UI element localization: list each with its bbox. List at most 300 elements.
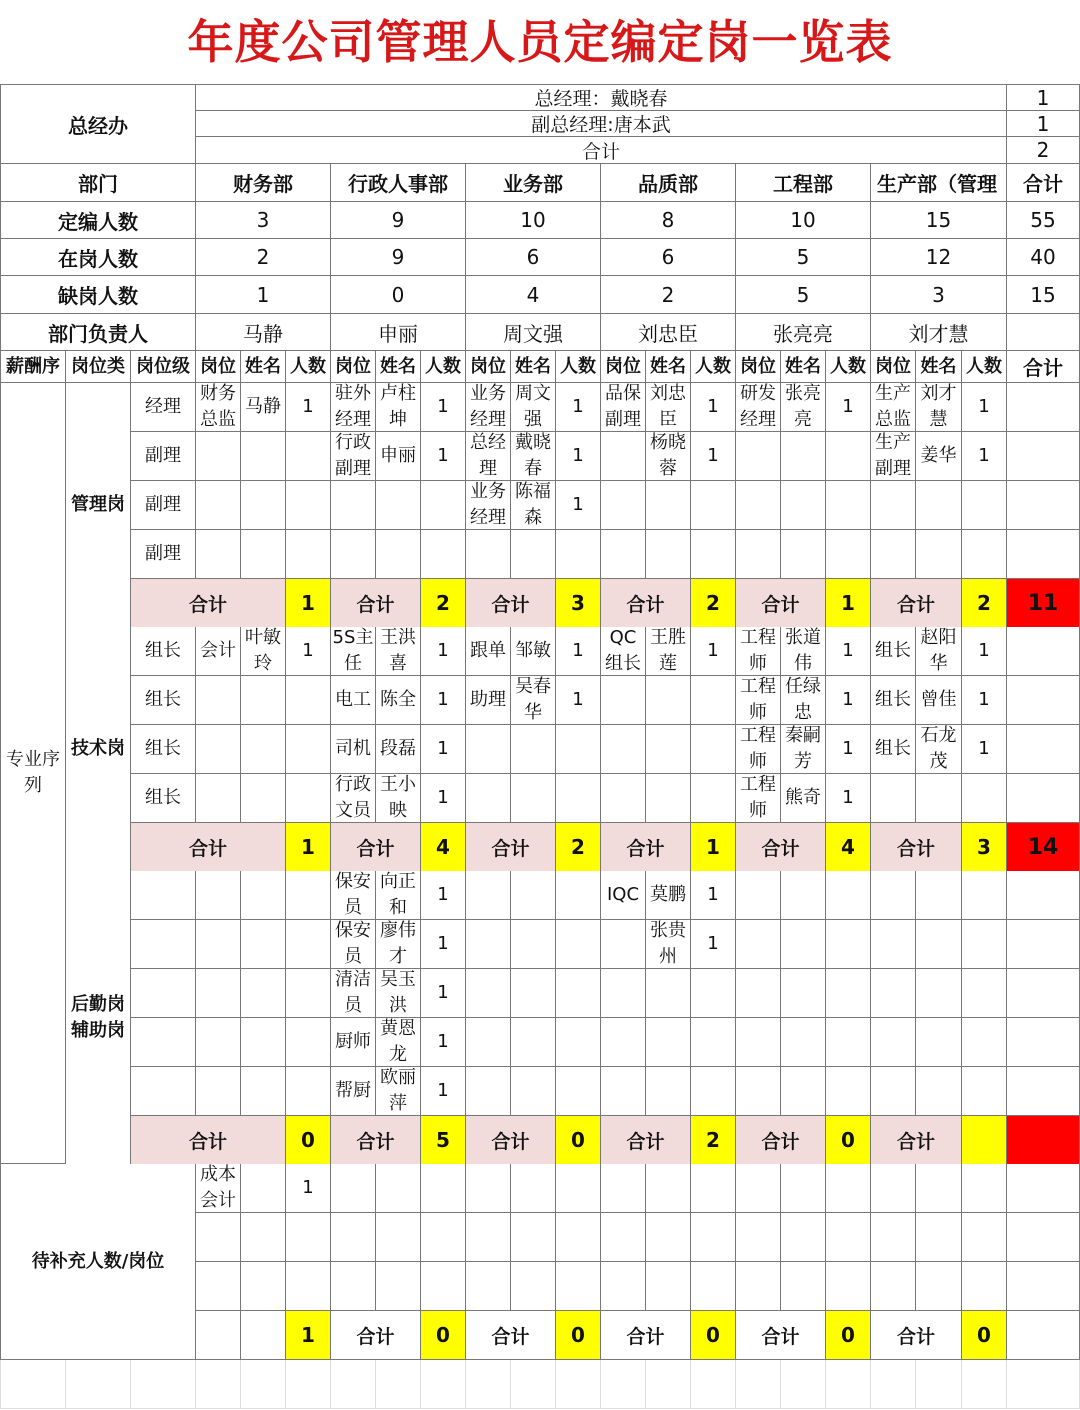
subtotal-value-text: 1 (841, 591, 855, 615)
quota-value (466, 202, 601, 239)
staff-position (736, 871, 781, 920)
onduty-value-text: 6 (661, 245, 675, 269)
dept-name (196, 164, 331, 202)
quota-value-text: 3 (256, 208, 270, 232)
staff-name-text: 张贵州 (650, 920, 686, 967)
staff-position-text: 驻外经理 (335, 383, 371, 430)
staff-count (421, 725, 466, 774)
staff-count-text: 1 (978, 738, 990, 759)
staff-count-text: 1 (437, 787, 449, 808)
staff-count (421, 481, 466, 530)
pending-subtotal-label-text: 合计 (896, 1325, 935, 1348)
section-grand-total (1007, 1116, 1080, 1165)
header-count-text: 人数 (966, 355, 1002, 377)
header-position (466, 351, 511, 383)
staff-position-text: 业务经理 (470, 481, 506, 528)
pending-position (331, 1213, 376, 1262)
staff-position (601, 481, 646, 530)
pending-count (962, 1213, 1007, 1262)
staff-count (421, 1067, 466, 1116)
staff-position (736, 627, 781, 676)
subtotal-value-text: 0 (841, 1128, 855, 1152)
staff-name (916, 383, 962, 432)
position-level-text: 经理 (145, 396, 181, 417)
subtotal-value-text: 3 (977, 835, 991, 859)
staff-name (646, 432, 691, 481)
header-count-text: 人数 (695, 355, 731, 377)
staff-count (826, 627, 871, 676)
staff-count-text: 1 (707, 396, 719, 417)
staff-name (376, 481, 421, 530)
staff-position (736, 432, 781, 481)
staff-position (466, 725, 511, 774)
empty-cell (511, 1360, 556, 1409)
staff-name (781, 627, 826, 676)
staff-count (556, 774, 601, 823)
staff-position (736, 725, 781, 774)
staff-name-text: 曾佳 (920, 689, 957, 710)
staff-name (376, 432, 421, 481)
pending-subtotal-label-text: 合计 (761, 1325, 800, 1348)
staff-name (241, 774, 286, 823)
staff-count (286, 774, 331, 823)
header-name-text: 姓名 (515, 355, 551, 377)
staff-position (871, 774, 916, 823)
onduty-label (0, 239, 196, 276)
staff-name (781, 1067, 826, 1116)
subtotal-label-text: 合计 (896, 1130, 935, 1153)
row-total-empty (1007, 1018, 1080, 1067)
pending-position (331, 1262, 376, 1311)
staff-position (736, 1067, 781, 1116)
empty-cell (196, 1360, 241, 1409)
position-level (131, 432, 196, 481)
empty-cell (0, 1360, 66, 1409)
header-name (511, 351, 556, 383)
position-type-label (66, 627, 131, 872)
staff-count (556, 481, 601, 530)
pending-subtotal-label (466, 1311, 556, 1360)
pending-position (736, 1164, 781, 1213)
subtotal-value (691, 823, 736, 872)
staff-count-text: 1 (978, 396, 990, 417)
gm-office-count-text: 1 (1036, 111, 1050, 136)
empty-cell (376, 1360, 421, 1409)
header-count (556, 351, 601, 383)
staff-count (286, 725, 331, 774)
subtotal-value-text: 2 (977, 591, 991, 615)
staff-name-text: 张道伟 (785, 627, 821, 674)
staff-position (196, 676, 241, 725)
empty-cell (871, 1360, 916, 1409)
dept-name-text: 生产部（管理 (877, 172, 997, 196)
header-name-text: 姓名 (380, 355, 416, 377)
pending-subtotal-value (556, 1311, 601, 1360)
subtotal-value (691, 579, 736, 628)
row-total-empty (1007, 481, 1080, 530)
position-type-label-text: 技术岗 (71, 738, 125, 759)
staff-name (241, 383, 286, 432)
staff-position (466, 432, 511, 481)
staff-count (556, 1018, 601, 1067)
staff-name (511, 725, 556, 774)
pending-count (421, 1262, 466, 1311)
pending-name (646, 1213, 691, 1262)
pending-subtotal-label-text: 合计 (491, 1325, 530, 1348)
subtotal-label (736, 1116, 826, 1165)
staff-name (646, 676, 691, 725)
staff-name (646, 1018, 691, 1067)
staff-count-text: 1 (437, 738, 449, 759)
header-count (962, 351, 1007, 383)
staff-count (286, 383, 331, 432)
staff-count-text: 1 (842, 738, 854, 759)
quota-value-text: 15 (925, 208, 952, 232)
empty-cell (601, 1360, 646, 1409)
header-name-text: 姓名 (785, 355, 821, 377)
pending-subtotal-value-text: 0 (436, 1323, 450, 1347)
staff-position (331, 774, 376, 823)
staff-name (241, 1067, 286, 1116)
staff-count (962, 920, 1007, 969)
empty-cell (241, 1360, 286, 1409)
onduty-total (1007, 239, 1080, 276)
gm-office-count-text: 1 (1036, 85, 1050, 110)
position-type-label (66, 871, 131, 1165)
staff-name (781, 1018, 826, 1067)
position-level (131, 676, 196, 725)
section-grand-total (1007, 823, 1080, 872)
staff-name (511, 627, 556, 676)
staff-name (241, 1018, 286, 1067)
staff-position (331, 920, 376, 969)
empty-cell (556, 1360, 601, 1409)
staff-name (781, 530, 826, 579)
staff-name-text: 卢柱坤 (380, 383, 416, 430)
staff-name-text: 吴玉洪 (380, 969, 416, 1016)
staff-name-text: 杨晓蓉 (650, 432, 686, 479)
pending-subtotal-value (691, 1311, 736, 1360)
staff-count (962, 1067, 1007, 1116)
pending-name (511, 1213, 556, 1262)
staff-count-text: 1 (978, 689, 990, 710)
staff-name (511, 1067, 556, 1116)
onduty-label-text: 在岗人数 (58, 246, 138, 271)
pending-label-text: 待补充人数/岗位 (31, 1250, 165, 1272)
pending-name (511, 1262, 556, 1311)
pending-position (466, 1262, 511, 1311)
pending-position-text: 成本会计 (200, 1164, 236, 1211)
staff-position (736, 676, 781, 725)
staff-name (511, 481, 556, 530)
staff-count-text: 1 (572, 445, 584, 466)
staff-position (466, 676, 511, 725)
row-total-empty (1007, 920, 1080, 969)
staff-name-text: 石龙茂 (920, 725, 957, 772)
pending-subtotal-value (421, 1311, 466, 1360)
salary-sequence-label-text: 专业序列 (6, 749, 60, 796)
subtotal-label (871, 1116, 962, 1165)
header-position-text: 岗位 (875, 355, 911, 377)
pending-name (241, 1213, 286, 1262)
staff-name (646, 1067, 691, 1116)
position-level (131, 627, 196, 676)
subtotal-value-text: 1 (706, 835, 720, 859)
staff-position (871, 725, 916, 774)
vacancy-value-text: 0 (391, 282, 405, 307)
staff-count (962, 871, 1007, 920)
staff-count (691, 920, 736, 969)
staff-name (781, 920, 826, 969)
staff-count (286, 1067, 331, 1116)
staff-name (646, 969, 691, 1018)
staff-count (962, 774, 1007, 823)
vacancy-value (601, 276, 736, 314)
staff-position-text: 品保副理 (605, 383, 641, 430)
quota-value-text: 8 (661, 208, 675, 232)
subtotal-label (466, 579, 556, 628)
onduty-value (331, 239, 466, 276)
dept-name (601, 164, 736, 202)
pending-count (691, 1262, 736, 1311)
staff-position (601, 530, 646, 579)
staff-count-text: 1 (437, 640, 449, 661)
subtotal-label-text: 合计 (626, 1130, 665, 1153)
gm-office-row (196, 111, 1007, 137)
subtotal-label (131, 579, 286, 628)
header-name-text: 姓名 (650, 355, 686, 377)
staff-name-text: 欧丽萍 (380, 1067, 416, 1114)
staff-name (916, 871, 962, 920)
staff-name (781, 871, 826, 920)
empty-cell (421, 1360, 466, 1409)
subtotal-value-text: 2 (571, 835, 585, 859)
staff-count-text: 1 (842, 787, 854, 808)
position-level (131, 1018, 196, 1067)
subtotal-label-text: 合计 (356, 837, 395, 860)
staff-count (556, 725, 601, 774)
staff-position-text: 组长 (875, 738, 911, 759)
staff-name (646, 481, 691, 530)
subtotal-label-text: 合计 (491, 837, 530, 860)
pending-count (691, 1213, 736, 1262)
pending-position (196, 1262, 241, 1311)
staff-position-text: 5S主任 (332, 627, 374, 674)
subtotal-value-text: 1 (301, 835, 315, 859)
header-name-text: 姓名 (920, 355, 957, 377)
staff-position-text: 会计 (200, 640, 236, 661)
staff-count (691, 774, 736, 823)
pending-subtotal-value-text: 0 (841, 1323, 855, 1347)
subtotal-value (556, 1116, 601, 1165)
subtotal-label (601, 579, 691, 628)
pending-blank (241, 1311, 286, 1360)
staff-position (466, 871, 511, 920)
dept-head-name (736, 314, 871, 351)
staff-position (331, 871, 376, 920)
subtotal-label (331, 579, 421, 628)
total-header (1007, 164, 1080, 202)
staff-name (376, 920, 421, 969)
pending-row-total (1007, 1213, 1080, 1262)
subtotal-label-text: 合计 (491, 1130, 530, 1153)
vacancy-total-text: 15 (1030, 282, 1056, 307)
staff-position (736, 1018, 781, 1067)
subtotal-label-text: 合计 (188, 1130, 227, 1153)
dept-head-label-text: 部门负责人 (48, 321, 148, 346)
staff-count (691, 676, 736, 725)
onduty-value-text: 2 (256, 245, 270, 269)
pending-label (0, 1164, 196, 1360)
position-level-text: 组长 (145, 787, 181, 808)
staff-name (511, 920, 556, 969)
quota-total (1007, 202, 1080, 239)
staff-count-text: 1 (842, 689, 854, 710)
gm-office-count (1007, 137, 1080, 164)
staff-name (241, 530, 286, 579)
staff-position (601, 1067, 646, 1116)
header-position (736, 351, 781, 383)
header-name (646, 351, 691, 383)
pending-position (871, 1213, 916, 1262)
staff-position-text: IQC (606, 884, 640, 905)
staff-count (826, 383, 871, 432)
subtotal-value (826, 823, 871, 872)
staff-position (196, 774, 241, 823)
pending-subtotal-label (331, 1311, 421, 1360)
pending-position (736, 1262, 781, 1311)
pending-subtotal-value-text: 0 (977, 1323, 991, 1347)
subtotal-label (466, 823, 556, 872)
pending-subtotal-label (601, 1311, 691, 1360)
row-total-empty (1007, 1067, 1080, 1116)
staff-count (962, 530, 1007, 579)
staff-position (466, 1067, 511, 1116)
header-count (286, 351, 331, 383)
subtotal-label-text: 合计 (626, 593, 665, 616)
empty-cell (691, 1360, 736, 1409)
staff-position-text: 跟单 (470, 640, 506, 661)
subtotal-label (131, 823, 286, 872)
pending-blank (196, 1311, 241, 1360)
dept-head-name (466, 314, 601, 351)
dept-head-label (0, 314, 196, 351)
position-level (131, 920, 196, 969)
staff-position (466, 1018, 511, 1067)
staff-name (511, 432, 556, 481)
staff-count-text: 1 (572, 640, 584, 661)
subtotal-label (871, 823, 962, 872)
staff-count (421, 1018, 466, 1067)
staff-position (466, 774, 511, 823)
gm-office-row (196, 84, 1007, 111)
staff-position (196, 920, 241, 969)
subtotal-value (421, 579, 466, 628)
onduty-value (871, 239, 1007, 276)
vacancy-value (736, 276, 871, 314)
staff-count (826, 774, 871, 823)
quota-value (331, 202, 466, 239)
staff-name (241, 676, 286, 725)
pending-name (781, 1213, 826, 1262)
staff-count-text: 1 (437, 689, 449, 710)
staff-count (691, 871, 736, 920)
staff-position (601, 676, 646, 725)
onduty-value (466, 239, 601, 276)
header-count-text: 人数 (830, 355, 866, 377)
subtotal-value-text: 3 (571, 591, 585, 615)
staff-count (556, 920, 601, 969)
vacancy-value-text: 4 (526, 282, 540, 307)
staff-count-text: 1 (437, 445, 449, 466)
header-position-level (131, 351, 196, 383)
position-type-label (66, 383, 131, 628)
dept-name-text: 业务部 (503, 172, 563, 196)
pending-name (916, 1213, 962, 1262)
staff-position (601, 871, 646, 920)
staff-name-text: 张亮亮 (785, 383, 821, 430)
quota-value-text: 9 (391, 208, 405, 232)
position-level-text: 副理 (145, 445, 181, 466)
subtotal-label-text: 合计 (188, 593, 227, 616)
staff-count (962, 481, 1007, 530)
subtotal-value-text: 2 (436, 591, 450, 615)
staff-count (691, 725, 736, 774)
dept-head-name (331, 314, 466, 351)
row-total-empty (1007, 432, 1080, 481)
staff-position (736, 969, 781, 1018)
header-position-text: 岗位 (605, 355, 641, 377)
pending-name (916, 1262, 962, 1311)
staff-count (421, 530, 466, 579)
position-level (131, 871, 196, 920)
staff-name (376, 725, 421, 774)
pending-count (286, 1262, 331, 1311)
subtotal-label (331, 1116, 421, 1165)
gm-office-count-text: 2 (1036, 138, 1050, 162)
staff-count (826, 530, 871, 579)
staff-name (781, 725, 826, 774)
subtotal-value (286, 579, 331, 628)
pending-count (962, 1262, 1007, 1311)
subtotal-value (691, 1116, 736, 1165)
staff-name (376, 627, 421, 676)
staff-count (556, 1067, 601, 1116)
header-position (331, 351, 376, 383)
staff-position (601, 627, 646, 676)
pending-position (466, 1213, 511, 1262)
subtotal-value-text: 2 (706, 1128, 720, 1152)
row-total-empty (1007, 725, 1080, 774)
staff-count (556, 432, 601, 481)
staff-position (196, 481, 241, 530)
staff-name (241, 627, 286, 676)
staff-name (916, 432, 962, 481)
subtotal-value (826, 1116, 871, 1165)
staff-position-text: 工程师 (740, 774, 776, 821)
staff-count-text: 1 (707, 445, 719, 466)
staff-name-text: 姜华 (920, 445, 957, 466)
header-count (421, 351, 466, 383)
staff-count-text: 1 (707, 640, 719, 661)
staff-count (286, 969, 331, 1018)
staff-position (331, 432, 376, 481)
staff-position-text: 研发经理 (740, 383, 776, 430)
empty-cell (131, 1360, 196, 1409)
staff-count (691, 383, 736, 432)
staff-count (826, 1067, 871, 1116)
subtotal-label-text: 合计 (491, 593, 530, 616)
